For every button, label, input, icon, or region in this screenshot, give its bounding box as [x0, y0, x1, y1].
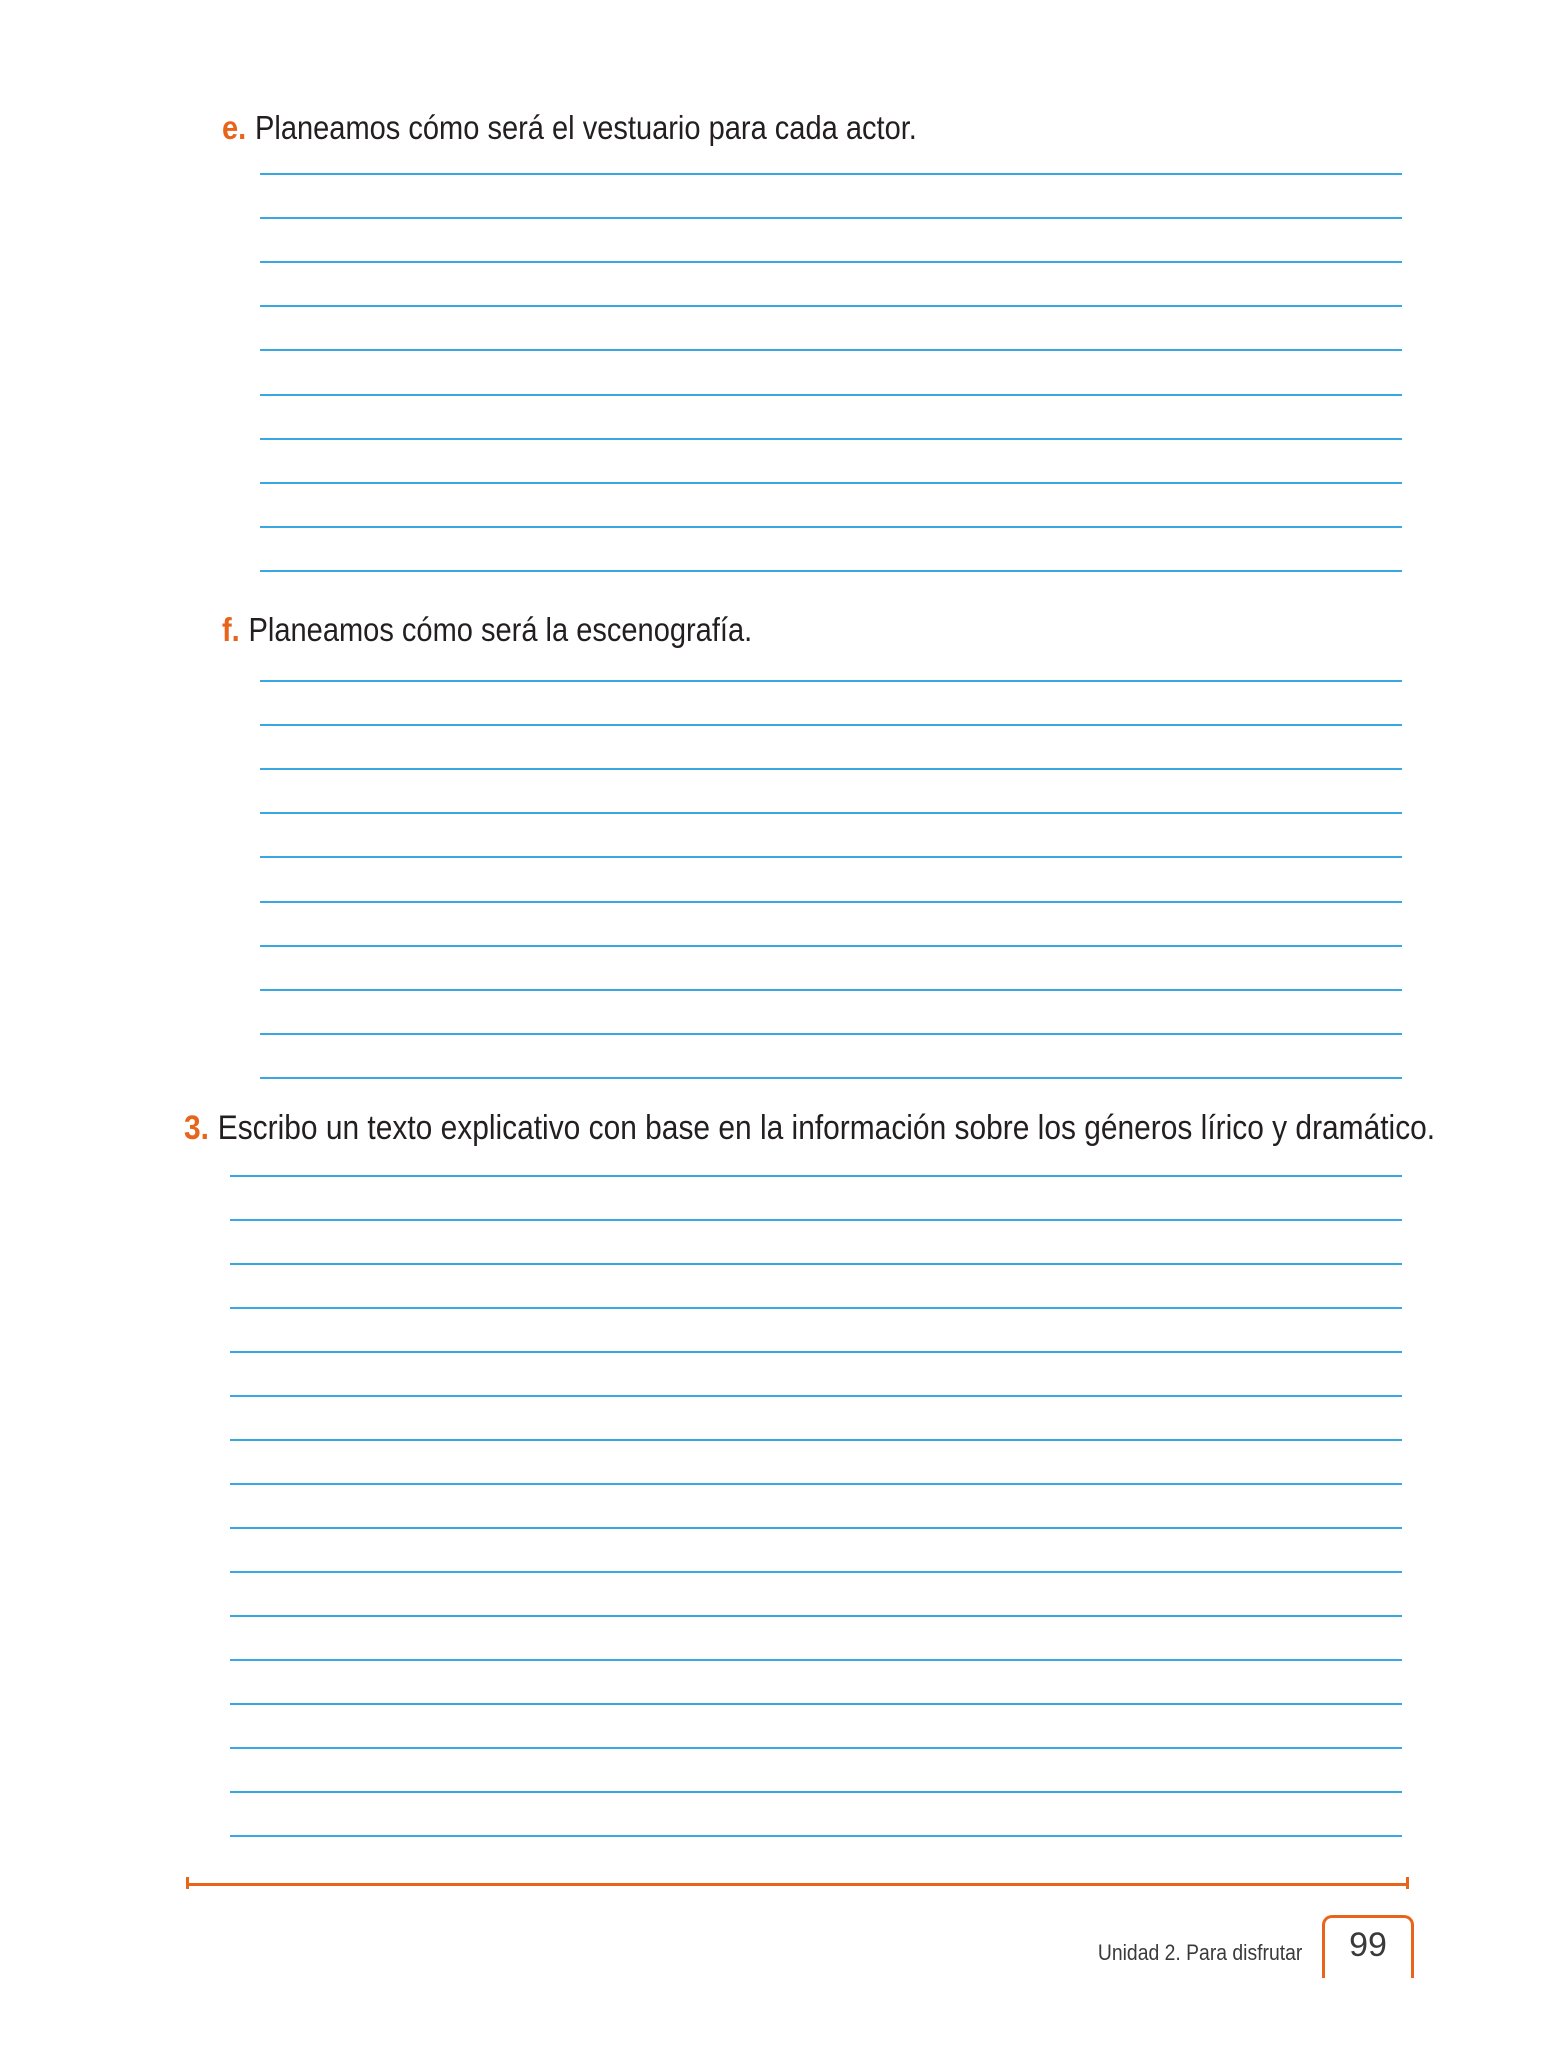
- writing-line: [230, 1483, 1402, 1485]
- writing-line: [230, 1351, 1402, 1353]
- prompt-f-text: Planeamos cómo será la escenografía.: [248, 611, 753, 648]
- prompt-3-text: Escribo un texto explicativo con base en la información sobre los géneros lírico y dramático.: [217, 1109, 1436, 1147]
- writing-line: [230, 1439, 1402, 1441]
- writing-line: [260, 901, 1402, 903]
- writing-line: [230, 1307, 1402, 1309]
- writing-lines-e[interactable]: [260, 173, 1402, 570]
- writing-line: [260, 812, 1402, 814]
- unit-label: Unidad 2. Para disfrutar: [1097, 1940, 1302, 1965]
- writing-line: [260, 945, 1402, 947]
- writing-line: [230, 1747, 1402, 1749]
- writing-line: [260, 349, 1402, 351]
- writing-line: [260, 173, 1402, 175]
- prompt-e-text: Planeamos cómo será el vestuario para cada actor.: [255, 109, 917, 146]
- writing-line: [260, 1033, 1402, 1035]
- prompt-3: [184, 1108, 1435, 1148]
- writing-line: [230, 1659, 1402, 1661]
- writing-line: [260, 394, 1402, 396]
- writing-line: [230, 1835, 1402, 1837]
- footer-rule: [187, 1883, 1409, 1886]
- writing-line: [230, 1219, 1402, 1221]
- writing-line: [260, 438, 1402, 440]
- writing-line: [260, 305, 1402, 307]
- writing-line: [230, 1395, 1402, 1397]
- writing-line: [260, 768, 1402, 770]
- writing-line: [230, 1703, 1402, 1705]
- writing-line: [260, 261, 1402, 263]
- writing-lines-3[interactable]: [230, 1175, 1402, 1835]
- writing-line: [260, 989, 1402, 991]
- writing-line: [260, 1077, 1402, 1079]
- item-marker-f: f.: [222, 611, 240, 648]
- writing-line: [260, 526, 1402, 528]
- writing-lines-f[interactable]: [260, 680, 1402, 1077]
- page-number-box: [1322, 1915, 1414, 1978]
- item-marker-e: e.: [222, 109, 247, 146]
- writing-line: [230, 1175, 1402, 1177]
- writing-line: [260, 680, 1402, 682]
- writing-line: [230, 1791, 1402, 1793]
- writing-line: [260, 724, 1402, 726]
- writing-line: [260, 856, 1402, 858]
- writing-line: [230, 1571, 1402, 1573]
- page-number: 99: [1349, 1926, 1387, 1964]
- prompt-f: [222, 610, 752, 650]
- footer-rule-left-tick: [186, 1877, 189, 1889]
- writing-line: [230, 1615, 1402, 1617]
- item-marker-3: 3.: [184, 1109, 209, 1147]
- prompt-e: [222, 108, 917, 148]
- writing-line: [230, 1263, 1402, 1265]
- writing-line: [260, 217, 1402, 219]
- writing-line: [230, 1527, 1402, 1529]
- footer-rule-right-tick: [1406, 1877, 1409, 1889]
- writing-line: [260, 570, 1402, 572]
- writing-line: [260, 482, 1402, 484]
